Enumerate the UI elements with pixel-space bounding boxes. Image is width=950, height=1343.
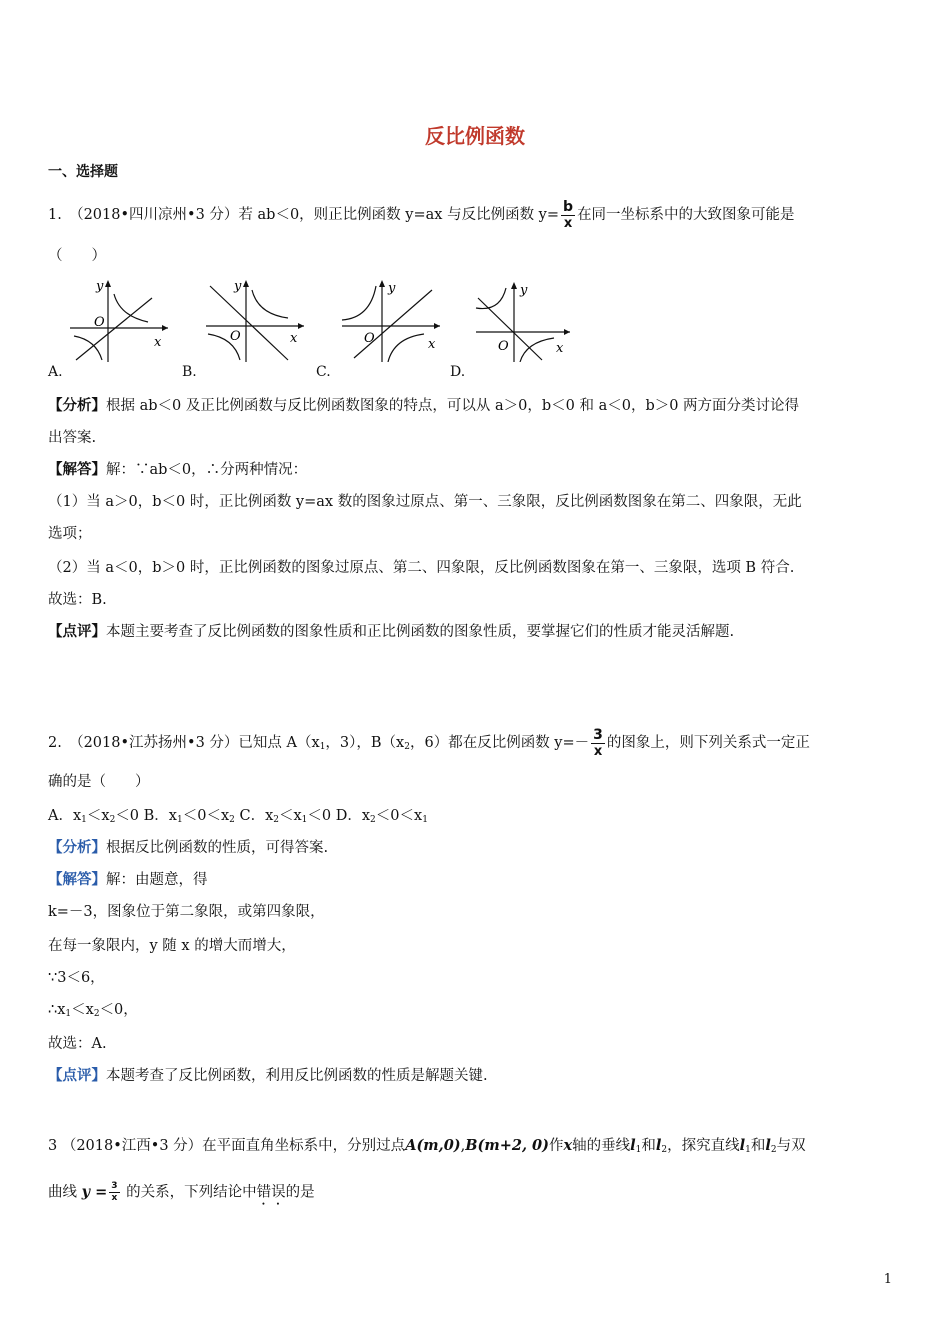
q2-answer: 【解答】解：由题意，得 bbox=[48, 872, 208, 888]
q1-option-b[interactable]: B. bbox=[182, 364, 197, 380]
section-heading: 一、选择题 bbox=[48, 164, 118, 180]
q2-fraction: $\frac{3}{x}$ bbox=[593, 727, 603, 759]
q1-answer-case1: （1）当 a＞0，b＜0 时，正比例函数 y=ax 数的图象过原点、第一、三象限，反比例函数图象在第二、四象限，无此 bbox=[48, 494, 802, 510]
q3-stem-cont: 曲线 y = $\frac{3}{x}$ 的关系，下列结论中错误的是 bbox=[48, 1181, 315, 1203]
q1-option-d[interactable]: D. bbox=[450, 364, 466, 380]
svg-text:x: x bbox=[290, 331, 298, 346]
q1-answer-choice: 故选：B. bbox=[48, 592, 107, 608]
q1-answer-case2: （2）当 a＜0，b＞0 时，正比例函数的图象过原点、第二、四象限，反比例函数图象在第一、三象限，选项 B 符合. bbox=[48, 560, 795, 576]
q3-stem: 3 （2018•江西•3 分）在平面直角坐标系中，分别过点A(m,0),B(m+2, 0)作x轴的垂线$l_1$和$l_2$，探究直线$l_1$和$l_2$与双 bbox=[48, 1137, 806, 1155]
q2-comment: 【点评】本题考查了反比例函数，利用反比例函数的性质是解题关键. bbox=[48, 1068, 488, 1084]
q1-graph-c bbox=[340, 278, 440, 362]
q2-stem: 2. （2018•江苏扬州•3 分）已知点 $A(x_1$，3），$B(x_2$，6）都在反比例函数 y=－ $\frac{3}{x}$ 的图象上，则下列关系式一定正 bbox=[48, 727, 810, 759]
q1-answer: 【解答】解：∵ab＜0，∴分两种情况： bbox=[48, 462, 308, 478]
q1-graph-d bbox=[474, 278, 574, 362]
q2-answer-choice: 故选：A. bbox=[48, 1036, 107, 1052]
page-number: 1 bbox=[883, 1272, 892, 1287]
axis-x-label: x bbox=[154, 335, 162, 350]
q1-graph-b bbox=[204, 278, 304, 362]
q3-fraction: $\frac{3}{x}$ bbox=[111, 1181, 118, 1203]
q1-analysis: 【分析】根据 ab＜0 及正比例函数与反比例函数图象的特点，可以从 a＞0，b＜0 和 a＜0，b＞0 两方面分类讨论得 bbox=[48, 398, 800, 414]
q2-analysis: 【分析】根据反比例函数的性质，可得答案. bbox=[48, 840, 329, 856]
svg-text:x: x bbox=[556, 341, 564, 356]
svg-text:O: O bbox=[230, 329, 241, 344]
q1-paren: （ ） bbox=[48, 248, 106, 264]
axis-y-label: y bbox=[96, 279, 104, 294]
q2-options[interactable]: A．$x_1<x_2<0$ B．$x_1<0<x_2$ C．$x_2<x_1<0$ D．$x_2<0<x_1$ bbox=[48, 808, 428, 825]
q2-answer-trend: 在每一象限内，y 随 x 的增大而增大， bbox=[48, 938, 296, 954]
q1-comment: 【点评】本题主要考查了反比例函数的图象性质和正比例函数的图象性质，要掌握它们的性质才能灵活解题. bbox=[48, 624, 735, 640]
page-title: 反比例函数 bbox=[425, 124, 525, 148]
q2-stem-cont: 确的是（ ） bbox=[48, 774, 150, 790]
q2-answer-k: k=－3，图象位于第二象限，或第四象限， bbox=[48, 904, 325, 920]
q1-answer-case1-cont: 选项； bbox=[48, 526, 92, 542]
svg-text:y: y bbox=[520, 283, 528, 298]
q1-analysis-cont: 出答案. bbox=[48, 430, 97, 446]
q1-fraction: $\frac{b}{x}$ bbox=[563, 199, 574, 231]
svg-text:y: y bbox=[388, 281, 396, 296]
q1-option-a[interactable]: A. bbox=[48, 364, 63, 380]
svg-text:O: O bbox=[498, 339, 509, 354]
q1-option-c[interactable]: C. bbox=[316, 364, 331, 380]
svg-text:O: O bbox=[364, 331, 375, 346]
q1-stem: 1. （2018•四川凉州•3 分）若 ab＜0，则正比例函数 y=ax 与反比例函数 y= $\frac{b}{x}$ 在同一坐标系中的大致图象可能是 bbox=[48, 199, 795, 231]
svg-text:y: y bbox=[234, 279, 242, 294]
q2-answer-since: ∵3＜6， bbox=[48, 970, 105, 986]
origin-label: O bbox=[94, 315, 105, 330]
q1-graph-a bbox=[68, 278, 168, 362]
svg-text:x: x bbox=[428, 337, 436, 352]
q2-answer-therefore: $\therefore x_1<x_2<0$， bbox=[48, 1002, 138, 1019]
